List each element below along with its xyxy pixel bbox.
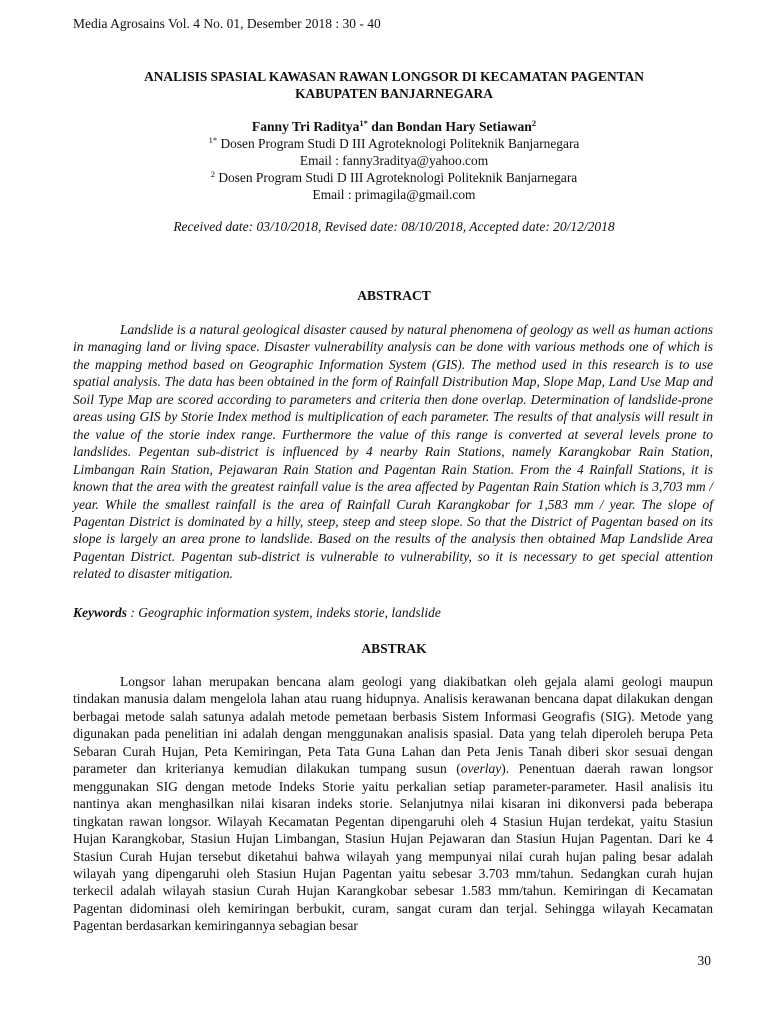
abstrak-heading: ABSTRAK [361,641,427,656]
affiliation-1-sup: 1* [208,135,218,145]
keywords-text: : Geographic information system, indeks storie, landslide [127,605,441,620]
abstrak-part-1: Longsor lahan merupakan bencana alam geologi yang diakibatkan oleh gejala alami geologi maupun tindakan manusia dalam mengelola lahan atau ruang hidupnya. Analisis kerawanan bencana dapat dilakukan dengan berbagai metode salah satunya adalah metode pemetaan berbasis Sistem Informasi Geografis (SIG). Metode yang digunakan pada penelitian ini adalah dengan menggunakan analisis spasial. Data yang telah diperoleh berupa Peta Sebaran Curah Hujan, Peta Kemiringan, Peta Tata Guna Lahan dan Peta Jenis Tanah diberi skor sesuai dengan parameter dan kriterianya kemudian dilakukan tumpang susun ( [73,674,713,777]
author-1: Fanny Tri Raditya [251,119,360,134]
affiliation-2-line: Dosen Program Studi D III Agroteknologi Politeknik Banjarnegara [215,170,578,185]
title-line-2: KABUPATEN BANJARNEGARA [295,86,493,101]
author-2: Bondan Hary Setiawan [396,119,532,134]
affiliation-2-sup: 2 [210,169,215,179]
affiliation-2-email: Email : primagila@gmail.com [312,187,476,202]
submission-dates: Received date: 03/10/2018, Revised date: 08/10/2018, Accepted date: 20/12/2018 [173,219,615,234]
abstrak-overlay-term: overlay [460,761,502,777]
keywords-line [73,605,713,621]
abstrak-part-2: ). Penentuan daerah rawan longsor menggunakan SIG dengan metode Indeks Storie yaitu perkalian setiap parameter-parameter. Hasil analisis itu nantinya akan menghasilkan nilai kisaran indeks storie. Selanjutnya nilai kisaran ini dikonversi pada beberapa tingkatan rawan longsor. Wilayah Kecamatan Pegentan dipengaruhi oleh 4 Stasiun Hujan terdekat, yaitu Stasiun Hujan Karangkobar, Stasiun Hujan Limbangan, Stasiun Hujan Pejawaran dan Stasiun Hujan Pagentan. Dari ke 4 Stasiun Curah Hujan tersebut diketahui bahwa wilayah yang mempunyai nilai curah hujan paling besar adalah wilayah yang dipengaruhi oleh Stasiun Hujan Pagentan yaitu sebesar 3.703 mm/tahun. Sedangkan curah hujan terkecil adalah wilayah stasiun Curah Hujan Karangkobar sebesar 1.583 mm/tahun. Kemiringan di Kecamatan Pagentan didominasi oleh kemiringan berbukit, curam, sangat curam dan terjal. Sehingga wilayah Kecamatan Pagentan berdasarkan kemiringannya sebagian besar [73,761,713,934]
paper-title [60,68,728,102]
abstrak-body [73,673,713,935]
page-number: 30 [697,953,711,968]
keywords-label: Keywords [73,605,127,620]
affiliation-1 [60,135,728,169]
author-2-sup: 2 [531,118,537,128]
abstract-heading: ABSTRACT [357,288,431,303]
title-line-1: ANALISIS SPASIAL KAWASAN RAWAN LONGSOR DI KECAMATAN PAGENTAN [144,69,644,84]
author-line [60,119,728,135]
journal-header: Media Agrosains Vol. 4 No. 01, Desember 2018 : 30 - 40 [73,16,381,31]
author-1-sup: 1* [359,118,368,128]
affiliation-1-line: Dosen Program Studi D III Agroteknologi Politeknik Banjarnegara [217,136,580,151]
affiliation-1-text [60,135,728,152]
abstract-body: Landslide is a natural geological disaster caused by natural phenomena of geology as well as human actions in managing land or living space. Disaster vulnerability analysis can be done with various methods one of which is the mapping method based on Geographic Information System (GIS). The method used in this research is to use spatial analysis. The data has been obtained in the form of Rainfall Distribution Map, Slope Map, Land Use Map and Soil Type Map are scored according to parameters and criteria then done overlap. Determination of landslide-prone areas using GIS by Storie Index method is multiplication of each parameter. The results of that analysis will result in the value of the storie index range. Furthermore the value of this range is converted at several levels prone to landslides. Pegentan sub-district is influenced by 4 nearby Rain Stations, namely Karangkobar Rain Station, Limbangan Rain Station, Pejawaran Rain Station and Pagentan Rain Station. From the 4 Rainfall Stations, it is known that the area with the greatest rainfall value is the area affected by Pagentan Rain Station which is 3,703 mm / year. While the smallest rainfall is the area of Rainfall Curah Karangkobar for 1,583 mm / year. The slope of Pagentan District is dominated by a hilly, steep, steep and steep slope. So that the District of Pagentan based on its slope is largely an area prone to landslide. Based on the results of the analysis then obtained Map Landslide Area Pagentan District. Pagentan sub-district is vulnerable to vulnerability, so it is necessary to get special attention related to disaster mitigation. [73,322,713,582]
affiliation-2 [60,169,728,203]
author-connector: dan [367,119,397,134]
affiliation-2-text [60,169,728,186]
affiliation-1-email: Email : fanny3raditya@yahoo.com [299,153,489,168]
